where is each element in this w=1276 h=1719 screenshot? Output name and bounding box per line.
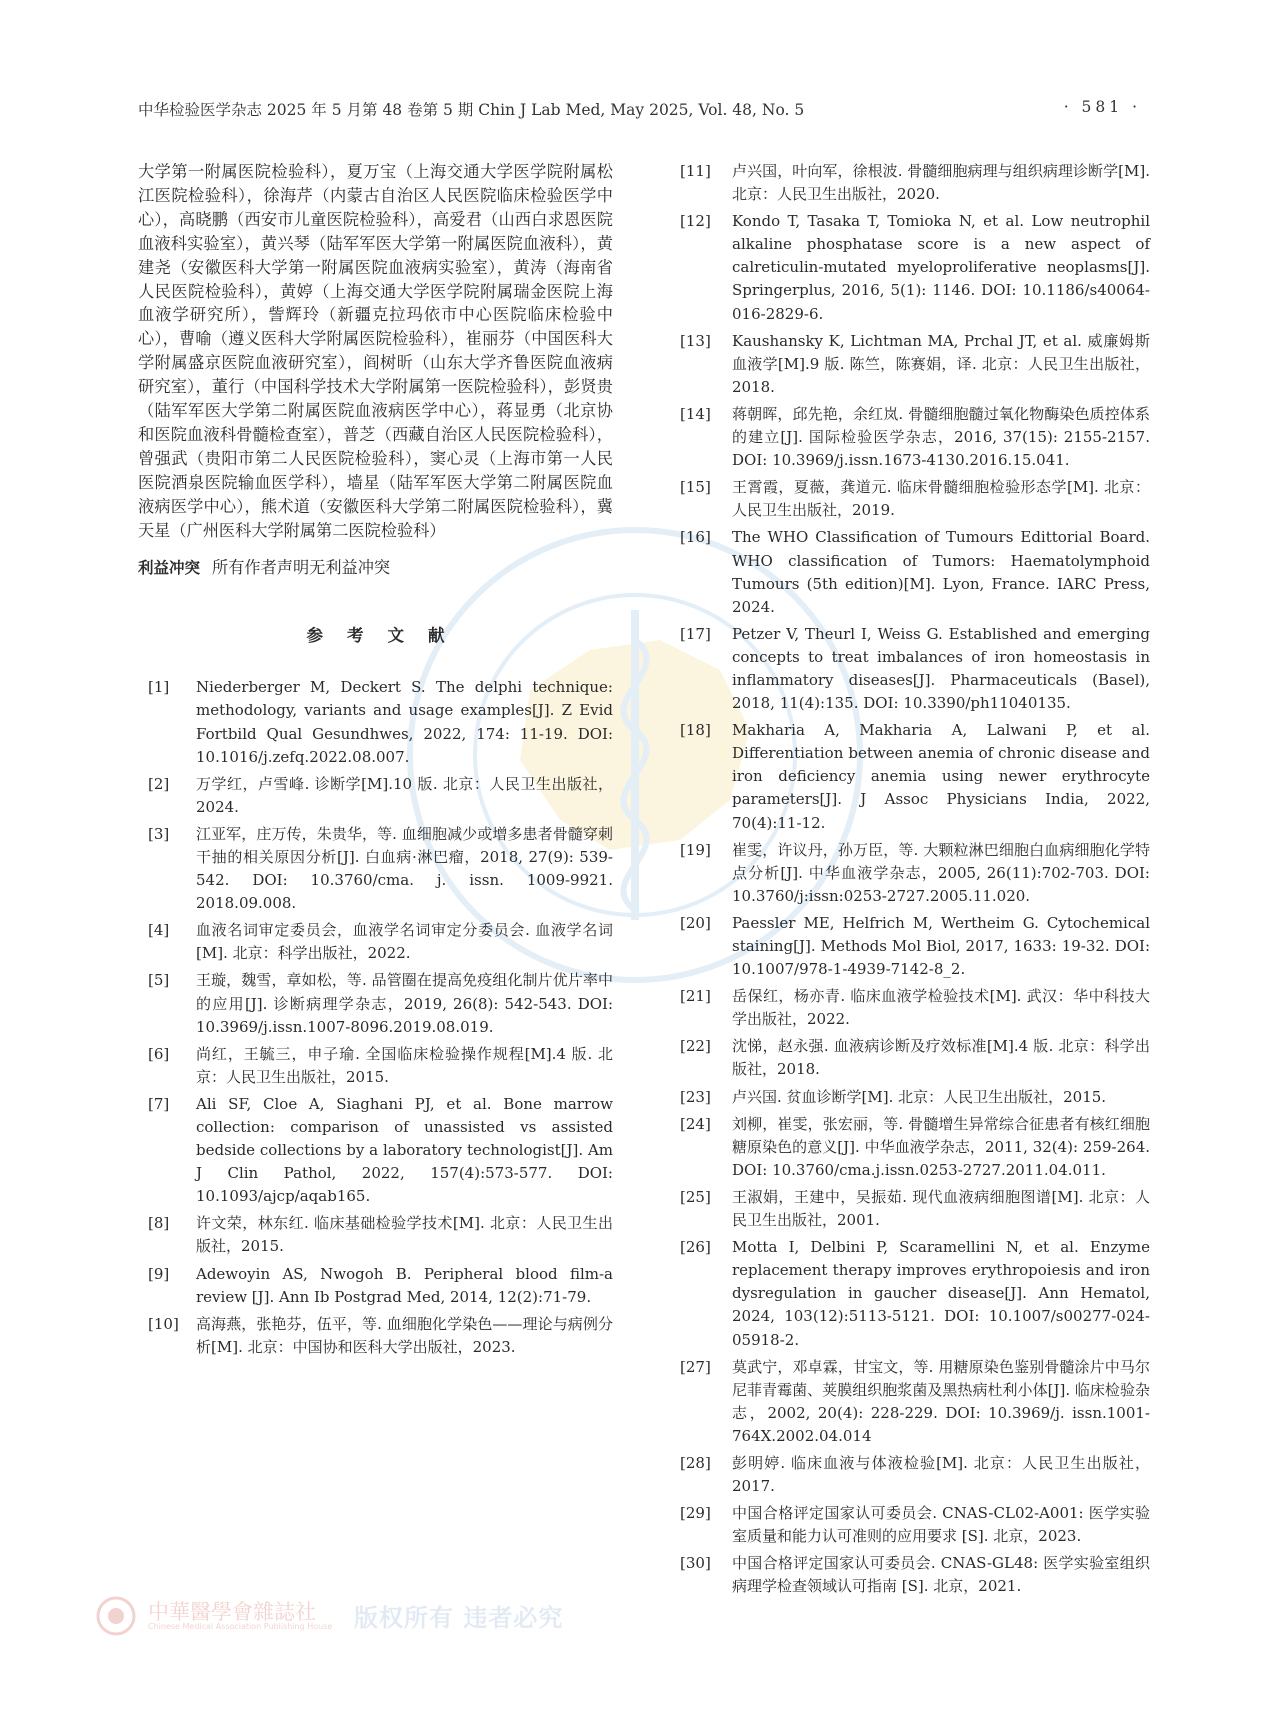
reference-number: [19] [680,840,711,859]
reference-item [138,919,613,965]
publisher-name-en: Chinese Medical Association Publishing House [148,1622,333,1631]
reference-text: 彭明婷. 临床血液与体液检验[M]. 北京：人民卫生出版社，2017. [732,1453,1150,1496]
reference-number: [8] [148,1214,170,1233]
reference-item [680,476,1150,522]
reference-text: Ali SF, Cloe A, Siaghani PJ, et al. Bone marrow collection: comparison of unassisted vs assisted bedside collections by a laboratory technologist[J]. Am J Clin Pathol, 2022, 157(4):573-577. DOI: 10.1093/ajcp/aqab165. [196,1094,613,1206]
reference-number: [21] [680,987,711,1006]
reference-item [138,823,613,915]
reference-number: [29] [680,1504,711,1523]
reference-text: 岳保红，杨亦青. 临床血液学检验技术[M]. 武汉：华中科技大学出版社，2022. [732,987,1150,1029]
reference-number: [28] [680,1453,711,1472]
reference-number: [17] [680,624,711,643]
reference-text: 高海燕，张艳芬，伍平，等. 血细胞化学染色——理论与病例分析[M]. 北京：中国协和医科大学出版社，2023. [196,1314,613,1356]
reference-text: 卢兴国. 贫血诊断学[M]. 北京：人民卫生出版社，2015. [732,1087,1107,1106]
references-heading: 参考文献 [306,626,469,646]
reference-number: [12] [680,212,711,231]
reference-item [680,1113,1150,1182]
reference-number: [14] [680,404,711,423]
reference-item [680,1356,1150,1448]
publisher-logo-icon [94,1594,138,1638]
copyright-notice: 版权所有 违者必究 [354,1604,564,1632]
reference-item [680,210,1150,325]
reference-item [138,773,613,819]
reference-item [138,676,613,768]
reference-text: 中国合格评定国家认可委员会. CNAS-GL48: 医学实验室组织病理学检查领域认可指南 [S]. 北京，2021. [732,1554,1150,1596]
right-column [680,160,1150,1603]
reference-number: [2] [148,774,170,793]
reference-number: [24] [680,1114,711,1133]
reference-item [138,969,613,1038]
conflict-text: 所有作者声明无利益冲突 [212,557,391,577]
publisher-watermark [86,1594,606,1638]
reference-item [680,1086,1150,1109]
contributors-continuation: 大学第一附属医院检验科），夏万宝（上海交通大学医学院附属松江医院检验科），徐海芹（内蒙古自治区人民医院临床检验医学中心），高晓鹏（西安市儿童医院检验科），高爱君（山西白求恩医院血液科实验室），黄兴琴（陆军军医大学第一附属医院血液科），黄建尧（安徽医科大学第一附属医院血液病实验室），黄涛（海南省人民医院检验科），黄婷（上海交通大学医学院附属瑞金医院上海血液学研究所），訾辉玲（新疆克拉玛依市中心医院临床检验中心），曹喻（遵义医科大学附属医院检验科），崔丽芬（中国医科大学附属盛京医院血液研究室），阎树昕（山东大学齐鲁医院血液病研究室），董行（中国科学技术大学附属第一医院检验科），彭贤贵（陆军军医大学第二附属医院血液病医学中心），蒋显勇（北京协和医院血液科骨髓检查室），普芝（西藏自治区人民医院检验科），曾强武（贵阳市第二人民医院检验科），窦心灵（上海市第一人民医院酒泉医院输血医学科），墙星（陆军军医大学第二附属医院血液病医学中心），熊术道（安徽医科大学第二附属医院检验科），冀天星（广州医科大学附属第二医院检验科） [138,162,613,540]
reference-number: [15] [680,478,711,497]
reference-text: Kondo T, Tasaka T, Tomioka N, et al. Low neutrophil alkaline phosphatase score is a new aspect of calreticulin-mutated myeloproliferative neoplasms[J]. Springerplus, 2016, 5(1): 1146. DOI: 10.1186/s40064-016-2829-6. [732,212,1150,323]
reference-text: 莫武宁，邓卓霖，甘宝文，等. 用糖原染色鉴别骨髓涂片中马尔尼菲青霉菌、荚膜组织胞浆菌及黑热病杜利小体[J]. 临床检验杂志，2002, 20(4): 228-229. DOI: 10.3969/j. issn.1001-764X.2002.04.014 [732,1357,1150,1445]
reference-item [680,985,1150,1031]
reference-text: Niederberger M, Deckert S. The delphi technique: methodology, variants and usage examples[J]. Z Evid Fortbild Qual Gesundhwes, 2022, 174: 11-19. DOI: 10.1016/j.zefq.2022.08.007. [196,678,613,766]
reference-number: [16] [680,528,711,547]
reference-number: [11] [680,162,711,180]
left-column [138,160,613,1363]
reference-text: 崔雯，许议丹，孙万臣，等. 大颗粒淋巴细胞白血病细胞化学特点分析[J]. 中华血液学杂志，2005, 26(11):702-703. DOI: 10.3760/j:issn:0253-2727.2005.11.020. [732,840,1150,905]
reference-number: [5] [148,971,170,990]
reference-item [680,1186,1150,1232]
reference-item [138,1313,613,1359]
reference-item [680,1452,1150,1498]
reference-item [680,403,1150,472]
reference-item [680,1236,1150,1351]
reference-number: [3] [148,824,170,843]
reference-number: [20] [680,913,711,932]
reference-number: [1] [148,678,170,697]
reference-item [138,1043,613,1089]
page-number: · 581 · [1063,98,1141,116]
references-list-right [680,160,1150,1599]
reference-item [680,330,1150,399]
conflict-label: 利益冲突 [138,558,201,577]
reference-text: 尚红，王毓三，申子瑜. 全国临床检验操作规程[M].4 版. 北京：人民卫生出版社，2015. [196,1044,613,1086]
reference-item [680,526,1150,618]
reference-text: 万学红，卢雪峰. 诊断学[M].10 版. 北京：人民卫生出版社，2024. [196,774,613,816]
reference-item [680,719,1150,834]
reference-number: [23] [680,1087,711,1106]
reference-text: 王璇，魏雪，章如松，等. 品管圈在提高免疫组化制片优片率中的应用[J]. 诊断病理学杂志，2019, 26(8): 542-543. DOI: 10.3969/j.issn.1007-8096.2019.08.019. [196,971,613,1036]
reference-text: 血液名词审定委员会，血液学名词审定分委员会. 血液学名词[M]. 北京：科学出版社，2022. [196,921,613,963]
reference-text: Adewoyin AS, Nwogoh B. Peripheral blood film-a review [J]. Ann Ib Postgrad Med, 2014, 12(2):71-79. [196,1264,613,1306]
references-list-left [138,676,613,1359]
reference-item [680,1502,1150,1548]
reference-item [138,1093,613,1208]
reference-text: Kaushansky K, Lichtman MA, Prchal JT, et al. 威廉姆斯血液学[M].9 版. 陈竺，陈赛娟，译. 北京：人民卫生出版社，2018. [732,331,1150,396]
reference-number: [7] [148,1094,170,1113]
reference-text: 刘柳，崔雯，张宏丽，等. 骨髓增生异常综合征患者有核红细胞糖原染色的意义[J]. 中华血液学杂志，2011, 32(4): 259-264. DOI: 10.3760/cma.j.issn.0253-2727.2011.04.011. [732,1114,1150,1179]
reference-item [680,1035,1150,1081]
reference-number: [22] [680,1037,711,1056]
journal-citation: 中华检验医学杂志 2025 年 5 月第 48 卷第 5 期 Chin J Lab Med, May 2025, Vol. 48, No. 5 [138,101,805,119]
reference-text: 许文荣，林东红. 临床基础检验学技术[M]. 北京：人民卫生出版社，2015. [196,1214,613,1256]
reference-text: Petzer V, Theurl I, Weiss G. Established and emerging concepts to treat imbalances of iron homeostasis in inflammatory diseases[J]. Pharmaceuticals (Basel), 2018, 11(4):135. DOI: 10.3390/ph11040135. [732,624,1150,713]
reference-number: [13] [680,331,711,350]
publisher-name: 中華醫學會雜誌社 [148,1600,316,1624]
reference-text: The WHO Classification of Tumours Edittorial Board. WHO classification of Tumors: Haematolymphoid Tumours (5th edition)[M]. Lyon, France. IARC Press, 2024. [732,528,1150,616]
reference-item [680,160,1150,206]
reference-number: [30] [680,1554,711,1573]
reference-number: [27] [680,1357,711,1376]
running-header [0,98,1276,128]
reference-item [138,1212,613,1258]
reference-number: [6] [148,1044,170,1063]
reference-number: [9] [148,1264,170,1283]
reference-number: [18] [680,721,711,740]
reference-number: [10] [148,1314,179,1333]
reference-text: Makharia A, Makharia A, Lalwani P, et al. Differentiation between anemia of chronic disease and iron deficiency anemia using newer erythrocyte parameters[J]. J Assoc Physicians India, 2022, 70(4):11-12. [732,721,1150,832]
reference-item [138,1263,613,1309]
reference-text: 王淑娟，王建中，吴振茹. 现代血液病细胞图谱[M]. 北京：人民卫生出版社，2001. [732,1187,1150,1230]
reference-text: 卢兴国，叶向军，徐根波. 骨髓细胞病理与组织病理诊断学[M]. 北京：人民卫生出版社，2020. [732,162,1150,204]
reference-item [680,912,1150,981]
reference-text: Motta I, Delbini P, Scaramellini N, et al. Enzyme replacement therapy improves erythropoiesis and iron dysregulation in gaucher disease[J]. Ann Hematol, 2024, 103(12):5113-5121. DOI: 10.1007/s00277-024-05918-2. [732,1238,1150,1349]
reference-item [680,839,1150,908]
reference-number: [26] [680,1238,711,1257]
conflict-statement [138,556,613,581]
reference-item [680,1552,1150,1598]
reference-text: Paessler ME, Helfrich M, Wertheim G. Cytochemical staining[J]. Methods Mol Biol, 2017, 1633: 19-32. DOI: 10.1007/978-1-4939-7142-8_2. [732,913,1150,979]
reference-text: 蒋朝晖，邱先艳，余红岚. 骨髓细胞髓过氧化物酶染色质控体系的建立[J]. 国际检验医学杂志，2016, 37(15): 2155-2157. DOI: 10.3969/j.issn.1673-4130.2016.15.041. [732,404,1150,470]
reference-number: [25] [680,1187,711,1206]
reference-text: 王霄霞，夏薇，龚道元. 临床骨髓细胞检验形态学[M]. 北京：人民卫生出版社，2019. [732,478,1150,520]
reference-item [680,623,1150,715]
reference-text: 中国合格评定国家认可委员会. CNAS-CL02-A001: 医学实验室质量和能力认可准则的应用要求 [S]. 北京，2023. [732,1504,1150,1546]
reference-number: [4] [148,921,170,940]
reference-text: 江亚军，庄万传，朱贵华，等. 血细胞减少或增多患者骨髓穿刺干抽的相关原因分析[J]. 白血病·淋巴瘤，2018, 27(9): 539-542. DOI: 10.3760/cma. j. issn. 1009-9921. 2018.09.008. [196,824,613,913]
reference-text: 沈悌，赵永强. 血液病诊断及疗效标准[M].4 版. 北京：科学出版社，2018. [732,1037,1150,1079]
